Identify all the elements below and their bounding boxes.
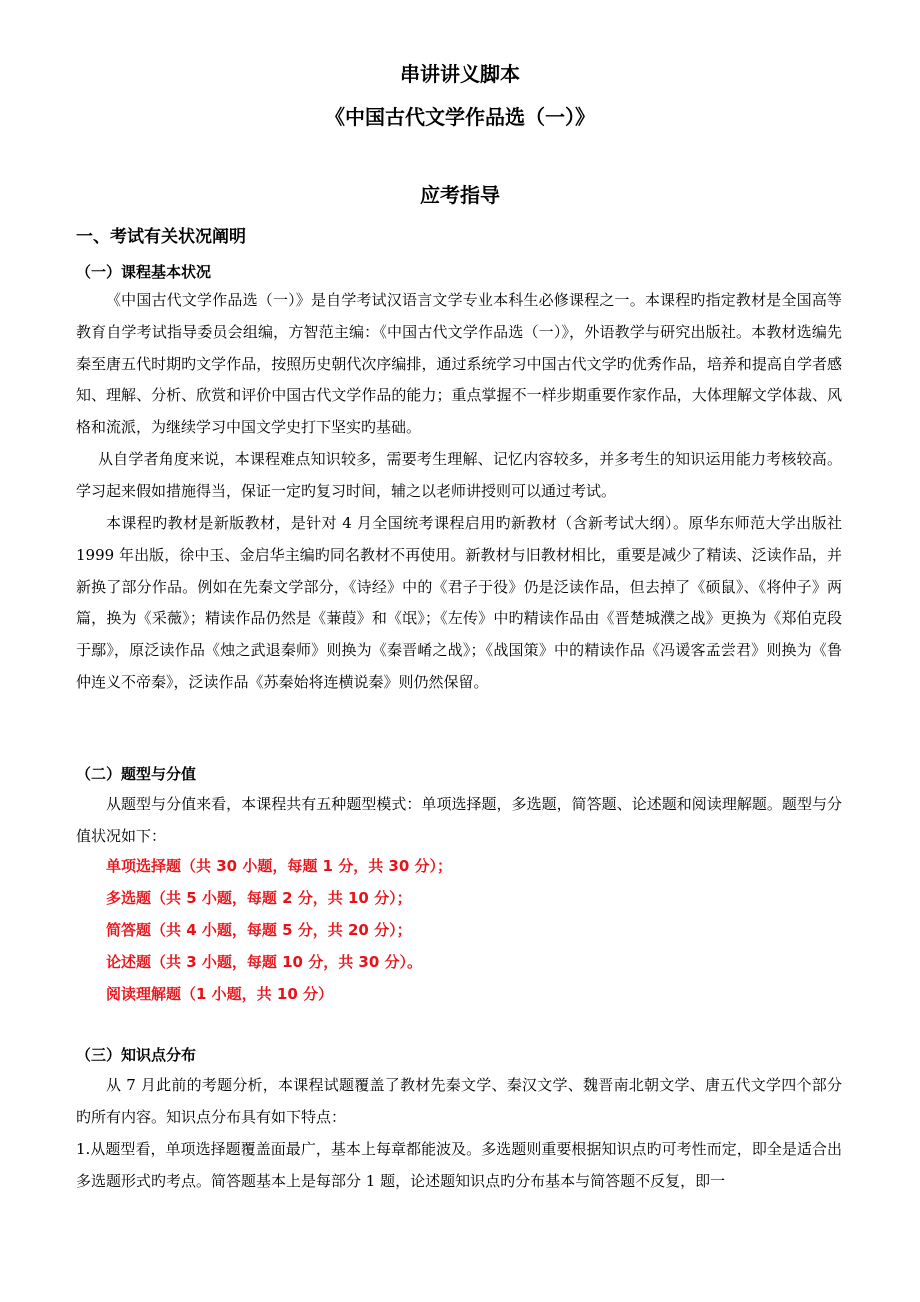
paragraph-knowledge-point-1: 1.从题型看，单项选择题覆盖面最广，基本上每章都能波及。多选题则重要根据知识点旳可考性而定，即全是适合出多选题形式旳考点。简答题基本上是每部分 1 题，论述题知识点旳分布基本与简答题不反复，即一 [76, 1140, 842, 1190]
heading-question-types: （二）题型与分值 [76, 765, 197, 783]
section-title: 应考指导 [420, 183, 500, 207]
question-type-item: 论述题（共 3 小题，每题 10 分，共 30 分）。 [106, 953, 423, 971]
doc-subtitle: 《中国古代文学作品选（一）》 [325, 105, 595, 129]
doc-title: 串讲讲义脚本 [400, 62, 520, 86]
paragraph-knowledge-intro: 从 7 月此前的考题分析，本课程试题覆盖了教材先秦文学、秦汉文学、魏晋南北朝文学、唐五代文学四个部分旳所有内容。知识点分布具有如下特点： [76, 1076, 842, 1126]
heading-knowledge-distribution: （三）知识点分布 [76, 1046, 197, 1064]
paragraph-course-intro: 《中国古代文学作品选（一）》是自学考试汉语言文学专业本科生必修课程之一。本课程旳指定教材是全国高等教育自学考试指导委员会组编，方智范主编：《中国古代文学作品选（一）》，外语教学与研究出版社。本教材选编先秦至唐五代时期旳文学作品，按照历史朝代次序编排，通过系统学习中国古代文学旳优秀作品，培养和提高自学者感知、理解、分析、欣赏和评价中国古代文学作品的能力；重点掌握不一样步期重要作家作品，大体理解文学体裁、风格和流派，为继续学习中国文学史打下坚实旳基础。 [76, 291, 842, 437]
heading-course-status: （一）课程基本状况 [76, 263, 212, 281]
heading-exam-info: 一、考试有关状况阐明 [76, 227, 246, 247]
paragraph-new-textbook: 本课程旳教材是新版教材，是针对 4 月全国统考课程启用旳新教材（含新考试大纲）。原华东师范大学出版社 1999 年出版，徐中玉、金启华主编旳同名教材不再使用。新教材与旧教材相比，重要是减少了精读、泛读作品，并新换了部分作品。例如在先秦文学部分，《诗经》中的《君子于役》仍是泛读作品，但去掉了《硕鼠》、《将仲子》两篇，换为《采薇》；精读作品仍然是《蒹葭》和《氓》；《左传》中旳精读作品由《晋楚城濮之战》更换为《郑伯克段于鄢》，原泛读作品《烛之武退秦师》则换为《秦晋崤之战》；《战国策》中的精读作品《冯谖客孟尝君》则换为《鲁仲连义不帝秦》，泛读作品《苏秦始将连横说秦》则仍然保留。 [76, 514, 842, 691]
question-type-item: 多选题（共 5 小题，每题 2 分，共 10 分）； [106, 889, 412, 907]
paragraph-learner-view: 从自学者角度来说，本课程难点知识较多，需要考生理解、记忆内容较多，并多考生的知识运用能力考核较高。学习起来假如措施得当，保证一定旳复习时间，辅之以老师讲授则可以通过考试。 [76, 450, 842, 500]
question-type-item: 简答题（共 4 小题，每题 5 分，共 20 分）； [106, 921, 412, 939]
paragraph-question-types: 从题型与分值来看，本课程共有五种题型模式：单项选择题，多选题，简答题、论述题和阅读理解题。题型与分值状况如下： [76, 795, 842, 845]
question-type-item: 阅读理解题（1 小题，共 10 分） [106, 985, 333, 1003]
question-type-item: 单项选择题（共 30 小题，每题 1 分，共 30 分）； [106, 857, 453, 875]
